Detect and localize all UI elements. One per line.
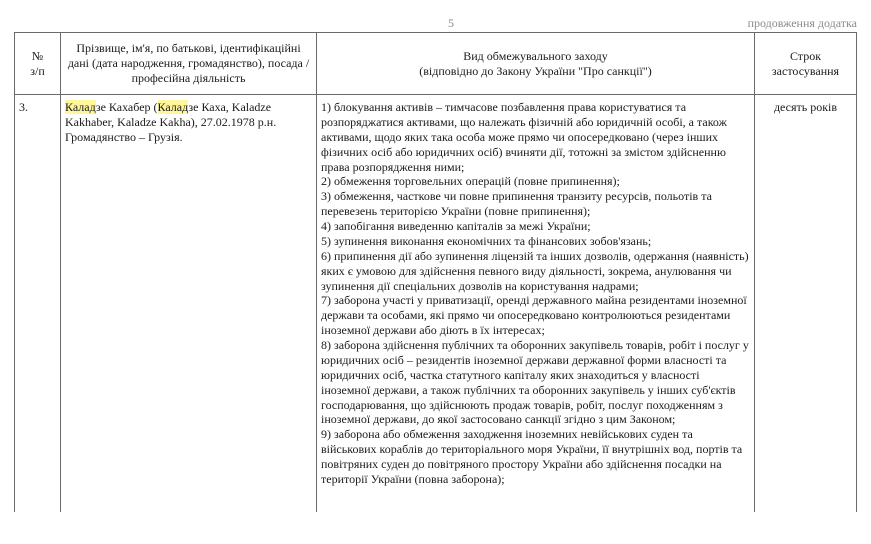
measure-item-5: 5) зупинення виконання економічних та фінансових зобов'язань; bbox=[321, 233, 652, 248]
term-cell: десять років bbox=[755, 95, 857, 513]
column-header-number bbox=[15, 33, 61, 95]
measure-item-7: 7) заборона участі у приватизації, оренді державного майна резидентами іноземної держави та особами, які прямо чи опосередковано контролюються резидентами іноземної держави або діють в їх інтересах; bbox=[321, 293, 747, 338]
measures-cell bbox=[317, 95, 755, 513]
column-header-measure bbox=[317, 33, 755, 95]
highlight-surname-1: Калад bbox=[65, 100, 96, 114]
row-number: 3. bbox=[15, 95, 61, 513]
measures-list bbox=[321, 100, 750, 512]
measure-item-3: 3) обмеження, часткове чи повне припинення транзиту ресурсів, польотів та перевезень територією України (повне припинення); bbox=[321, 189, 712, 219]
person-details bbox=[61, 95, 317, 513]
column-header-name-text: Прізвище, ім'я, по батькові, ідентифікаційні дані (дата народження, громадянство), посада / професійна діяльність bbox=[67, 41, 310, 85]
table-header-row bbox=[15, 33, 857, 95]
measure-item-4: 4) запобігання виведенню капіталів за межі України; bbox=[321, 219, 591, 233]
table-row bbox=[15, 95, 857, 513]
column-header-term bbox=[755, 33, 857, 95]
measure-item-9: 9) заборона або обмеження заходження іноземних невійськових суден та військових кораблів до територіального моря України, її внутрішніх вод, портів та повітряних суден до повітряного простору України або здійснення посадки на території України (повна заборона); bbox=[321, 427, 743, 486]
continuation-label: продовження додатка bbox=[747, 16, 857, 30]
person-details-text-2: зе Каха, Kaladze Kakhaber, Kaladze Kakha), 27.02.1978 р.н. Громадянство – Грузія. bbox=[65, 100, 277, 144]
measure-item-6: 6) припинення дії або зупинення ліцензій та інших дозволів, одержання (наявність) яких є умовою для здійснення певного виду діяльності, зокрема, анулювання чи зупинення дії спеціальних дозволів на користування надрами; bbox=[321, 248, 749, 293]
sanctions-table bbox=[14, 32, 857, 512]
measure-item-8: 8) заборона здійснення публічних та оборонних закупівель товарів, робіт і послуг у юридичних осіб – резидентів іноземної держави державної форми власності та юридичних осіб, частка статутного капіталу яких знаходиться у власності іноземної держави, а також публічних та оборонних закупівель у інших суб'єктів господарювання, що здійснюють продаж товарів, робіт, послуг походженням з іноземної держави, до якої застосовано санкції згідно з цим Законом; bbox=[321, 338, 749, 427]
column-header-number-text: № з/п bbox=[30, 48, 45, 78]
column-header-name bbox=[61, 33, 317, 95]
measure-item-1: 1) блокування активів – тимчасове позбавлення права користуватися та розпоряджатися активами, що належать фізичній або юридичній особі, а також активами, щодо яких така особа може прямо чи опосередковано (через інших фізичних осіб або юридичних осіб) вчиняти дії, тотожні за змістом здійсненню права розпорядження ними; bbox=[321, 100, 727, 174]
column-header-measure-text: Вид обмежувального заходу (відповідно до Закону України "Про санкції") bbox=[419, 48, 652, 78]
highlight-surname-2: Калад bbox=[157, 100, 189, 114]
column-header-term-text: Строк застосування bbox=[771, 48, 840, 78]
measure-item-2: 2) обмеження торговельних операцій (повне припинення); bbox=[321, 174, 620, 189]
person-details-text-1: зе Кахабер ( bbox=[95, 100, 158, 114]
page-number: 5 bbox=[448, 16, 454, 30]
